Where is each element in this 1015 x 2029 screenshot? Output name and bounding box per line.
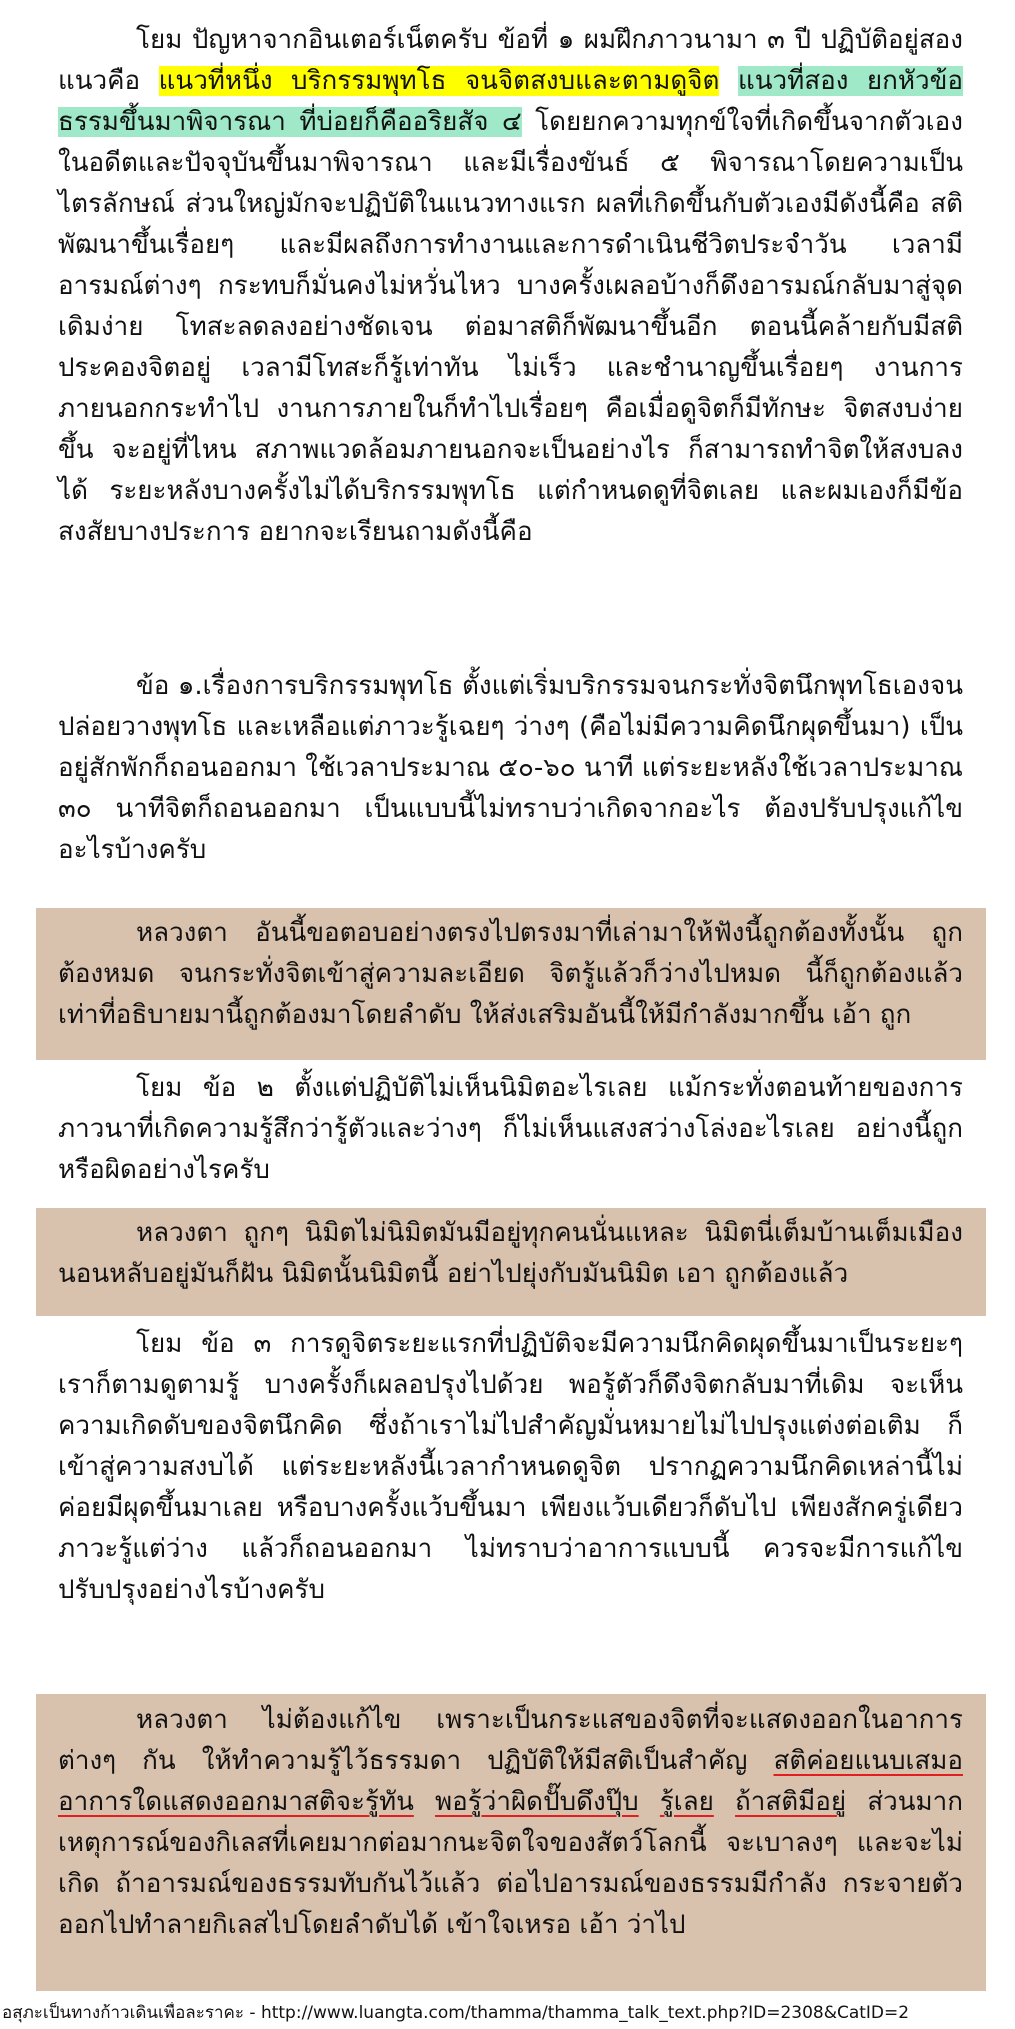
answer-3-suffix: ส่วนมากเหตุการณ์ของกิเลสที่เคยมากต่อมากนะจิตใจของสัตว์โลกนี้ จะเบาลงๆ และจะไม่เกิด ถ้าอารมณ์ของธรรมทับกันไว้แล้ว ต่อไปอารมณ์ของธรรมมีกำลัง กระจายตัวออกไปทำลายกิเลสไปโดยลำดับได้ เข้าใจเหรอ เอ้า ว่าไป xyxy=(58,1787,964,1940)
answer-1-text: หลวงตา อันนี้ขอตอบอย่างตรงไปตรงมาที่เล่ามาให้ฟังนี้ถูกต้องทั้งนั้น ถูกต้องหมด จนกระทั่งจิตเข้าสู่ความละเอียด จิตรู้แล้วก็ว่างไปหมด นี้ก็ถูกต้องแล้ว เท่าที่อธิบายมานี้ถูกต้องมาโดยลำดับ ให้ส่งเสริมอันนี้ให้มีกำลังมากขึ้น เอ้า ถูก xyxy=(58,918,963,1030)
question-1-paragraph xyxy=(58,666,963,871)
answer-1-paragraph xyxy=(58,913,963,1036)
question-2-paragraph xyxy=(58,1068,963,1191)
answer-3-prefix: หลวงตา ไม่ต้องแก้ไข เพราะเป็นกระแสของจิตที่จะแสดงออกในอาการต่างๆ กัน ให้ทำความรู้ไว้ธรรมดา ปฏิบัติให้มีสติเป็นสำคัญ xyxy=(58,1705,963,1776)
question-1-text: ข้อ ๑.เรื่องการบริกรรมพุทโธ ตั้งแต่เริ่มบริกรรมจนกระทั่งจิตนึกพุทโธเองจนปล่อยวางพุทโธ และเหลือแต่ภาวะรู้เฉยๆ ว่างๆ (คือไม่มีความคิดนึกผุดขึ้นมา) เป็นอยู่สักพักก็ถอนออกมา ใช้เวลาประมาณ ๕๐-๖๐ นาที แต่ระยะหลังใช้เวลาประมาณ ๓๐ นาทีจิตก็ถอนออกมา เป็นแบบนี้ไม่ทราบว่าเกิดจากอะไร ต้องปรับปรุงแก้ไขอะไรบ้างครับ xyxy=(58,671,963,865)
answer-2-text: หลวงตา ถูกๆ นิมิตไม่นิมิตมันมีอยู่ทุกคนนั่นแหละ นิมิตนี่เต็มบ้านเต็มเมือง นอนหลับอยู่มันก็ฝัน นิมิตนั้นนิมิตนี้ อย่าไปยุ่งกับมันนิมิต เอา ถูกต้องแล้ว xyxy=(58,1218,963,1289)
question-intro-prefix: โยม ปัญหาจากอินเตอร์เน็ตครับ ข้อที่ ๑ ผมฝึกภาวนามา ๓ ปี ปฏิบัติอยู่สองแนวคือ xyxy=(58,25,963,96)
underlined-phrase-3: รู้เลย xyxy=(659,1787,714,1817)
footer-source: อสุภะเป็นทางก้าวเดินเพื่อละราคะ - http://www.luangta.com/thamma/thamma_talk_text.php?ID=2308&CatID=2 xyxy=(2,2003,910,2023)
highlight-method-one: แนวที่หนึ่ง บริกรรมพุทโธ จนจิตสงบและตามดูจิต xyxy=(158,66,720,96)
answer-3-paragraph xyxy=(58,1700,963,1946)
underlined-phrase-2: พอรู้ว่าผิดปั๊บดึงปุ๊บ xyxy=(435,1787,639,1817)
question-3-text: โยม ข้อ ๓ การดูจิตระยะแรกที่ปฏิบัติจะมีความนึกคิดผุดขึ้นมาเป็นระยะๆ เราก็ตามดูตามรู้ บางครั้งก็เผลอปรุงไปด้วย พอรู้ตัวก็ดึงจิตกลับมาที่เดิม จะเห็นความเกิดดับของจิตนึกคิด ซึ่งถ้าเราไม่ไปสำคัญมั่นหมายไม่ไปปรุงแต่งต่อเติม ก็เข้าสู่ความสงบได้ แต่ระยะหลังนี้เวลากำหนดดูจิต ปรากฏความนึกคิดเหล่านี้ไม่ค่อยมีผุดขึ้นมาเลย หรือบางครั้งแว้บขึ้นมา เพียงแว้บเดียวก็ดับไป เพียงสักครู่เดียวภาวะรู้แต่ว่าง แล้วก็ถอนออกมา ไม่ทราบว่าอาการแบบนี้ ควรจะมีการแก้ไขปรับปรุงอย่างไรบ้างครับ xyxy=(58,1329,963,1605)
answer-2-paragraph xyxy=(58,1213,963,1295)
highlight-method-two: แนวที่สอง ยกหัวข้อธรรมขึ้นมาพิจารณา ที่บ่อยก็คืออริยสัจ ๔ xyxy=(58,66,963,137)
underlined-phrase-1: สติค่อยแนบเสมออาการใดแสดงออกมาสติจะรู้ทัน xyxy=(58,1746,963,1817)
underlined-phrase-4: ถ้าสติมีอยู่ xyxy=(735,1787,847,1817)
question-intro-paragraph xyxy=(58,20,963,553)
question-2-text: โยม ข้อ ๒ ตั้งแต่ปฏิบัติไม่เห็นนิมิตอะไรเลย แม้กระทั่งตอนท้ายของการภาวนาที่เกิดความรู้สึกว่ารู้ตัวและว่างๆ ก็ไม่เห็นแสงสว่างโล่งอะไรเลย อย่างนี้ถูกหรือผิดอย่างไรครับ xyxy=(58,1073,963,1185)
question-intro-suffix: โดยยกความทุกข์ใจที่เกิดขึ้นจากตัวเองในอดีตและปัจจุบันขึ้นมาพิจารณา และมีเรื่องขันธ์ ๕ พิจารณาโดยความเป็นไตรลักษณ์ ส่วนใหญ่มักจะปฏิบัติในแนวทางแรก ผลที่เกิดขึ้นกับตัวเองมีดังนี้คือ สติพัฒนาขึ้นเรื่อยๆ และมีผลถึงการทำงานและการดำเนินชีวิตประจำวัน เวลามีอารมณ์ต่างๆ กระทบก็มั่นคงไม่หวั่นไหว บางครั้งเผลอบ้างก็ดึงอารมณ์กลับมาสู่จุดเดิมง่าย โทสะลดลงอย่างชัดเจน ต่อมาสติก็พัฒนาขึ้นอีก ตอนนี้คล้ายกับมีสติประคองจิตอยู่ เวลามีโทสะก็รู้เท่าทัน ไม่เร็ว และชำนาญขึ้นเรื่อยๆ งานการภายนอกกระทำไป งานการภายในก็ทำไปเรื่อยๆ คือเมื่อดูจิตก็มีทักษะ จิตสงบง่ายขึ้น จะอยู่ที่ไหน สภาพแวดล้อมภายนอกจะเป็นอย่างไร ก็สามารถทำจิตให้สงบลงได้ ระยะหลังบางครั้งไม่ได้บริกรรมพุทโธ แต่กำหนดดูที่จิตเลย และผมเองก็มีข้อสงสัยบางประการ อยากจะเรียนถามดังนี้คือ xyxy=(58,107,963,547)
question-3-paragraph xyxy=(58,1324,963,1611)
